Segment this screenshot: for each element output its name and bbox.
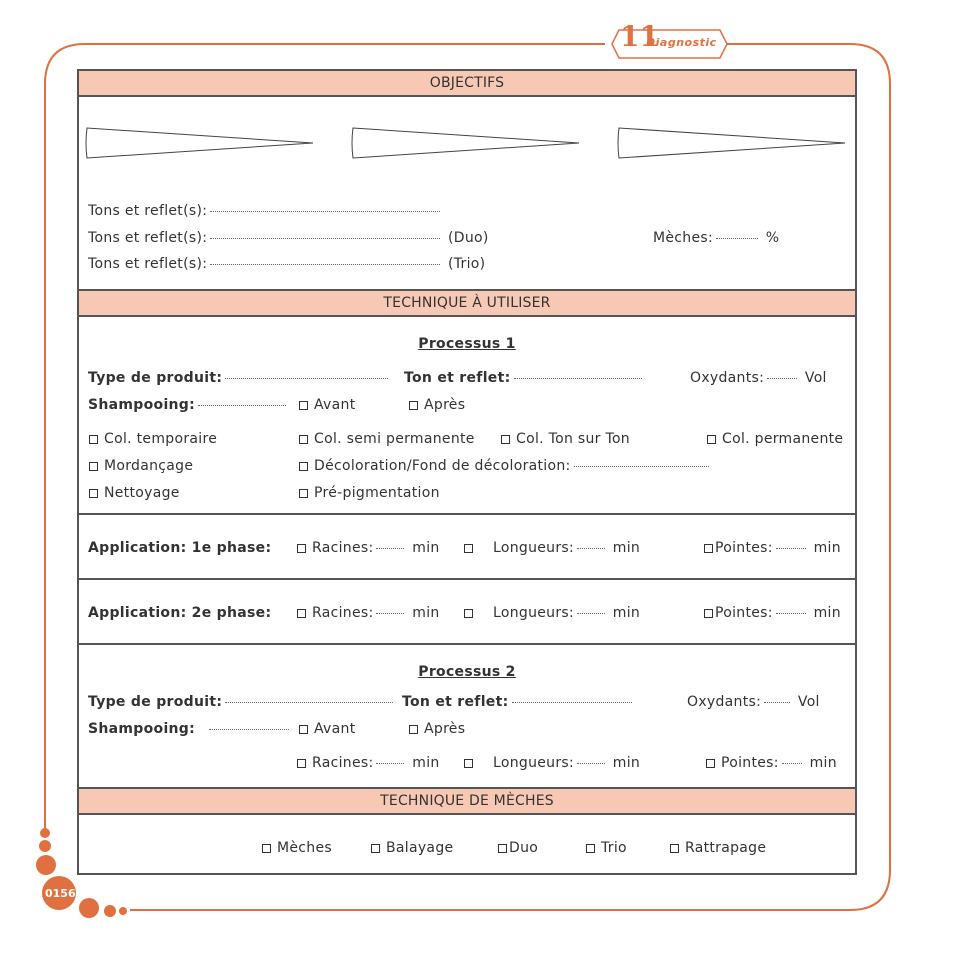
p1-type-produit-field[interactable]: [225, 377, 388, 379]
hair-swatch-3: [618, 128, 845, 158]
p2-type-produit-field[interactable]: [225, 701, 393, 703]
duo-option[interactable]: Duo: [498, 840, 538, 856]
checkbox[interactable]: [262, 844, 271, 853]
checkbox[interactable]: [464, 544, 473, 553]
app2-racines-field[interactable]: [376, 612, 404, 614]
p2-racines-field[interactable]: [376, 762, 404, 764]
p2-pointes-field[interactable]: [782, 762, 802, 764]
p1-oxydants-row: [690, 370, 827, 386]
col-ton-sur-ton-option[interactable]: Col. Ton sur Ton: [501, 431, 630, 447]
app1-longueurs-field[interactable]: [577, 547, 605, 549]
checkbox[interactable]: [409, 401, 418, 410]
decor-dot: [40, 828, 50, 838]
p2-longueurs[interactable]: Longueurs: min: [464, 755, 640, 771]
divider: [79, 643, 855, 645]
p2-ton-reflet-field[interactable]: [512, 701, 632, 703]
p2-avant-option[interactable]: Avant: [299, 721, 355, 737]
checkbox[interactable]: [89, 489, 98, 498]
checkbox[interactable]: [707, 435, 716, 444]
divider: [79, 513, 855, 515]
meches-label: Mèches:: [653, 230, 713, 246]
p1-avant-option[interactable]: Avant: [299, 397, 355, 413]
balayage-option[interactable]: Balayage: [371, 840, 453, 856]
percent-label: %: [765, 230, 780, 246]
divider: [79, 578, 855, 580]
shampooing-label: Shampooing:: [88, 397, 196, 413]
checkbox[interactable]: [464, 609, 473, 618]
decor-dot: [119, 907, 127, 915]
checkbox[interactable]: [299, 489, 308, 498]
application-1-row: [88, 540, 271, 556]
meches-percent-row: [653, 230, 779, 246]
decoloration-field[interactable]: [574, 465, 709, 467]
checkbox[interactable]: [501, 435, 510, 444]
page-number: 0156: [45, 887, 76, 900]
checkbox[interactable]: [464, 759, 473, 768]
type-produit-label: Type de produit:: [88, 370, 223, 386]
tons-row-duo: [88, 230, 489, 246]
application-2-row: [88, 605, 271, 621]
p1-ton-reflet-row: [404, 370, 645, 386]
tons-label: Tons et reflet(s):: [88, 230, 208, 246]
p2-longueurs-field[interactable]: [577, 762, 605, 764]
section-header-meches: TECHNIQUE DE MÈCHES: [79, 787, 855, 815]
app2-longueurs[interactable]: Longueurs: min: [464, 605, 640, 621]
p2-shampooing-field[interactable]: [209, 728, 289, 730]
p1-ton-reflet-field[interactable]: [514, 377, 642, 379]
section-header-objectifs: OBJECTIFS: [79, 69, 855, 97]
tons-row-1: [88, 203, 443, 219]
app1-pointes-field[interactable]: [776, 547, 806, 549]
decoloration-option[interactable]: Décoloration/Fond de décoloration:: [299, 458, 712, 474]
p2-ton-reflet-row: [402, 694, 635, 710]
checkbox[interactable]: [409, 725, 418, 734]
decor-dot: [39, 840, 51, 852]
checkbox[interactable]: [704, 544, 713, 553]
p1-apres-option[interactable]: Après: [409, 397, 465, 413]
p1-shampooing-row: [88, 397, 289, 413]
checkbox[interactable]: [704, 609, 713, 618]
col-permanente-option[interactable]: Col. permanente: [707, 431, 843, 447]
hair-swatches: [85, 125, 855, 163]
decor-dot: [36, 855, 56, 875]
tons-field-trio[interactable]: [210, 263, 440, 265]
app2-pointes[interactable]: Pointes: min: [704, 605, 841, 621]
decor-dot: [79, 898, 99, 918]
col-temporaire-option[interactable]: Col. temporaire: [89, 431, 217, 447]
section-header-technique: TECHNIQUE À UTILISER: [79, 289, 855, 317]
hair-swatch-2: [352, 128, 579, 158]
shampooing-label: Shampooing:: [88, 721, 196, 737]
checkbox[interactable]: [299, 401, 308, 410]
oxydants-label: Oxydants:: [687, 694, 762, 710]
decor-dot: [104, 905, 116, 917]
processus-2-title: Processus 2: [418, 664, 516, 680]
processus-1-title: Processus 1: [418, 336, 516, 352]
meches-percent-field[interactable]: [716, 237, 758, 239]
checkbox[interactable]: [586, 844, 595, 853]
checkbox[interactable]: [297, 544, 306, 553]
p2-oxydants-field[interactable]: [764, 701, 790, 703]
application-1-label: Application: 1e phase:: [88, 540, 272, 556]
checkbox[interactable]: [89, 462, 98, 471]
app2-racines[interactable]: Racines: min: [297, 605, 440, 621]
checkbox[interactable]: [706, 759, 715, 768]
checkbox[interactable]: [299, 725, 308, 734]
checkbox[interactable]: [89, 435, 98, 444]
pre-pigmentation-option[interactable]: Pré-pigmentation: [299, 485, 440, 501]
checkbox[interactable]: [371, 844, 380, 853]
p2-apres-option[interactable]: Après: [409, 721, 465, 737]
app1-racines[interactable]: Racines: min: [297, 540, 440, 556]
tons-field-duo[interactable]: [210, 237, 440, 239]
p1-type-produit-row: [88, 370, 391, 386]
p2-oxydants-row: [687, 694, 820, 710]
ton-reflet-label: Ton et reflet:: [404, 370, 511, 386]
p1-shampooing-field[interactable]: [198, 404, 286, 406]
duo-label: (Duo): [448, 230, 489, 246]
p2-pointes[interactable]: Pointes: min: [706, 755, 837, 771]
rattrapage-option[interactable]: Rattrapage: [670, 840, 766, 856]
checkbox[interactable]: [498, 844, 507, 853]
col-semi-option[interactable]: Col. semi permanente: [299, 431, 475, 447]
mordancage-option[interactable]: Mordançage: [89, 458, 193, 474]
p1-oxydants-field[interactable]: [767, 377, 797, 379]
application-2-label: Application: 2e phase:: [88, 605, 272, 621]
tons-row-trio: [88, 256, 485, 272]
diagnostic-form: [77, 69, 857, 875]
p2-racines[interactable]: Racines: min: [297, 755, 440, 771]
vol-label: Vol: [797, 694, 820, 710]
app2-pointes-field[interactable]: [776, 612, 806, 614]
tons-label: Tons et reflet(s):: [88, 203, 208, 219]
app1-longueurs[interactable]: Longueurs: min: [464, 540, 640, 556]
nettoyage-option[interactable]: Nettoyage: [89, 485, 180, 501]
ton-reflet-label: Ton et reflet:: [402, 694, 509, 710]
app1-pointes[interactable]: Pointes: min: [704, 540, 841, 556]
app1-racines-field[interactable]: [376, 547, 404, 549]
checkbox[interactable]: [299, 435, 308, 444]
trio-option[interactable]: Trio: [586, 840, 627, 856]
meches-option[interactable]: Mèches: [262, 840, 332, 856]
chapter-title: Diagnostic: [646, 36, 717, 49]
tons-field-1[interactable]: [210, 210, 440, 212]
p2-type-produit-row: [88, 694, 396, 710]
checkbox[interactable]: [297, 609, 306, 618]
type-produit-label: Type de produit:: [88, 694, 223, 710]
hair-swatch-1: [86, 128, 313, 158]
checkbox[interactable]: [670, 844, 679, 853]
app2-longueurs-field[interactable]: [577, 612, 605, 614]
checkbox[interactable]: [299, 462, 308, 471]
trio-label: (Trio): [448, 256, 486, 272]
oxydants-label: Oxydants:: [690, 370, 765, 386]
tons-label: Tons et reflet(s):: [88, 256, 208, 272]
chapter-number: 11: [620, 20, 659, 53]
checkbox[interactable]: [297, 759, 306, 768]
p2-shampooing-row: [88, 721, 292, 737]
vol-label: Vol: [804, 370, 827, 386]
